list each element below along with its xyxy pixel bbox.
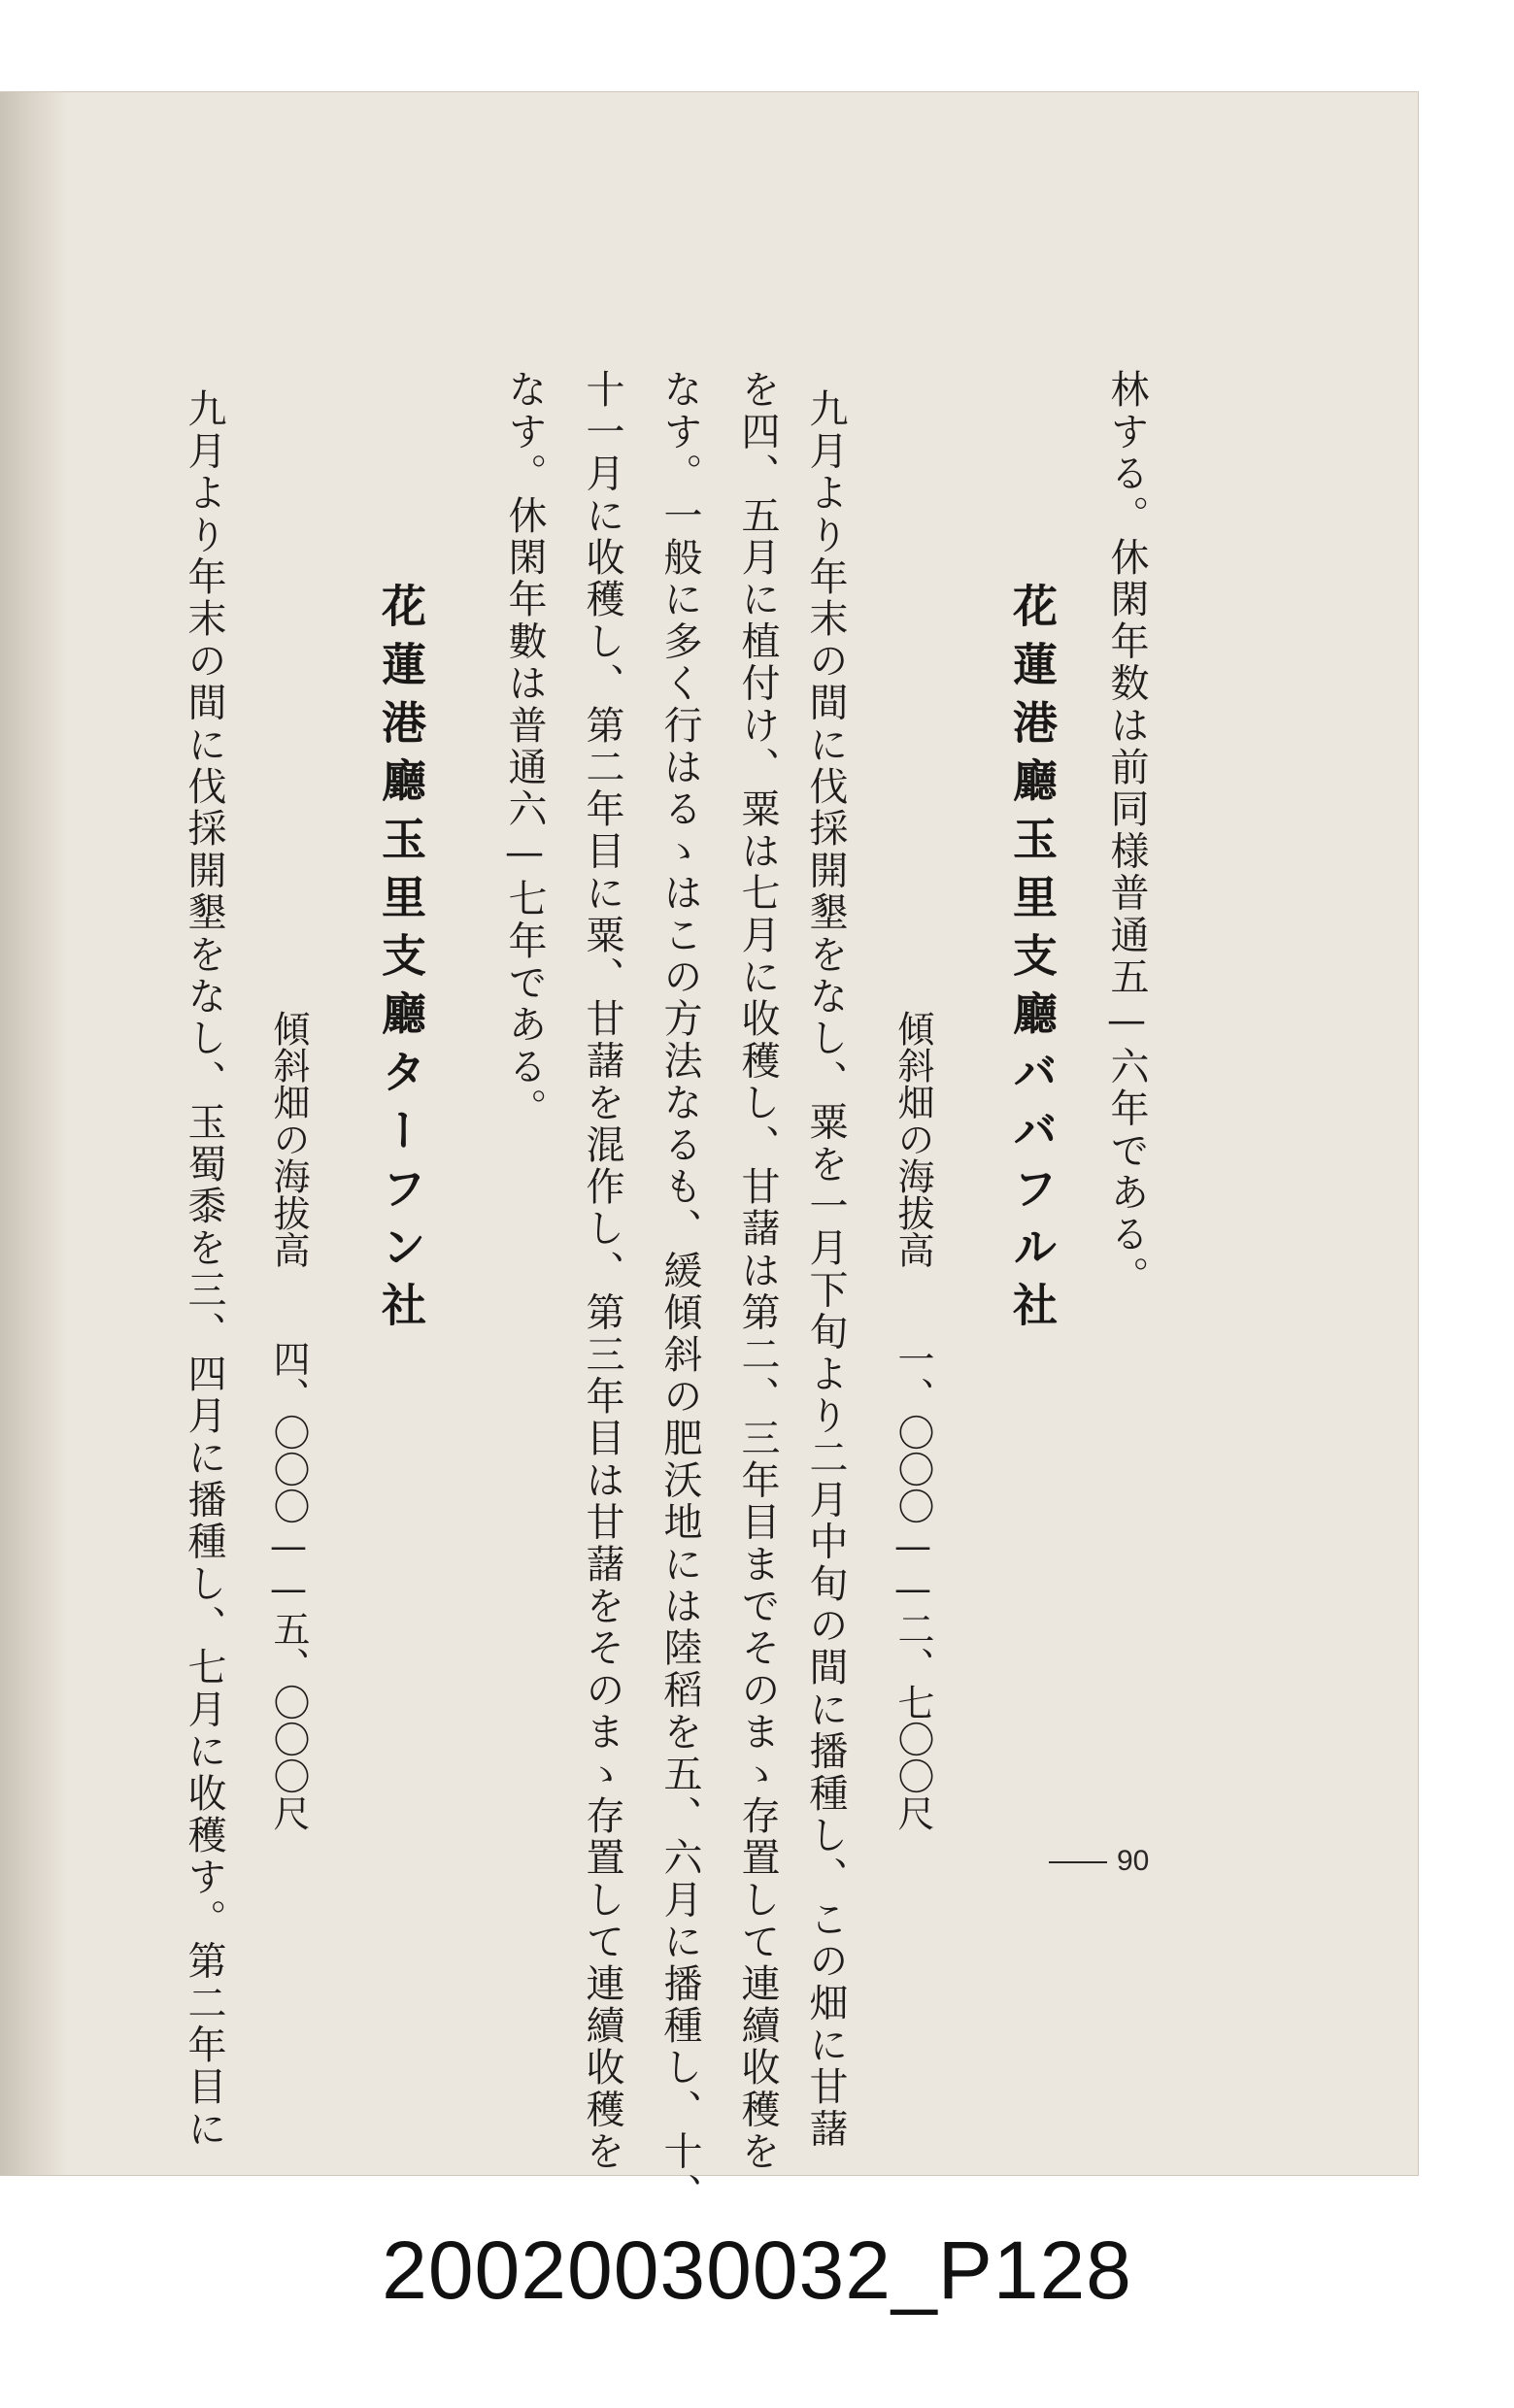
altitude-value-tafun: 四、〇〇〇——五、〇〇〇尺: [267, 1340, 310, 1831]
page-number-dash: [1049, 1861, 1107, 1863]
text-column-5: 十一月に收穫し、第二年目に粟、甘藷を混作し、第三年目は甘藷をそのまゝ存置して連續收穫を: [580, 369, 624, 2173]
altitude-label-babafuru: 傾斜畑の海拔高: [892, 1010, 934, 1268]
text-column-6: なす。休閑年數は普通六—七年である。: [502, 369, 547, 1130]
section-title-babafuru: 花蓮港廳玉里支廳ババフル社: [1006, 583, 1059, 1340]
section-title-tafun: 花蓮港廳玉里支廳ターフン社: [375, 583, 427, 1340]
altitude-label-tafun: 傾斜畑の海拔高: [267, 1010, 310, 1268]
text-column-1: 林する。休閑年数は前同様普通五—六年である。: [1104, 369, 1149, 1298]
text-column-4: なす。一般に多く行はるゝはこの方法なるも、緩傾斜の肥沃地には陸稻を五、六月に播種し、十、: [657, 369, 702, 2215]
altitude-value-babafuru: 一、〇〇〇——二、七〇〇尺: [892, 1340, 934, 1831]
text-column-2: 九月より年末の間に伐採開墾をなし、粟を一月下旬より二月中旬の間に播種し、この畑に甘藷: [803, 388, 848, 2151]
page-gutter-shadow: [0, 92, 68, 2175]
text-column-7: 九月より年末の間に伐採開墾をなし、玉蜀黍を三、四月に播種し、七月に收穫す。第二年目に: [182, 388, 226, 2151]
text-column-3: を四、五月に植付け、粟は七月に收穫し、甘藷は第二、三年目までそのまゝ存置して連續收穫を: [735, 369, 780, 2173]
archive-caption: 20020030032_P128: [382, 2224, 1132, 2316]
page-number: [1049, 1845, 1149, 1878]
page-number-value: 90: [1117, 1845, 1150, 1877]
